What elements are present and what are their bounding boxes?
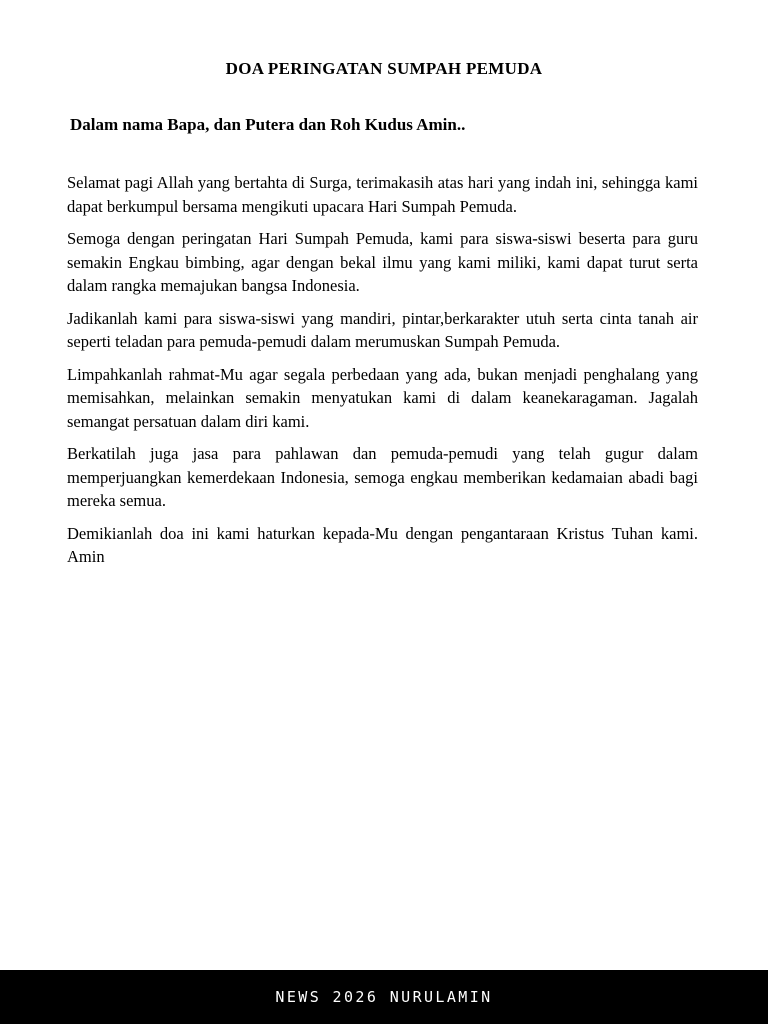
footer-bar [0,970,768,1024]
body-paragraph: Berkatilah juga jasa para pahlawan dan pemuda-pemudi yang telah gugur dalam memperjuangkan kemerdekaan Indonesia, semoga engkau memberikan kedamaian abadi bagi mereka semua. [67,444,703,510]
page-title: DOA PERINGATAN SUMPAH PEMUDA [225,59,543,78]
body-paragraph: Demikianlah doa ini kami haturkan kepada-Mu dengan pengantaraan Kristus Tuhan kami. Amin [67,523,702,566]
body-paragraph: Jadikanlah kami para siswa-siswi yang mandiri, pintar,berkarakter utuh serta cinta tanah air seperti teladan para pemuda-pemudi dalam merumuskan Sumpah Pemuda. [67,308,707,351]
body-paragraph: Semoga dengan peringatan Hari Sumpah Pemuda, kami para siswa-siswi beserta para guru semakin Engkau bimbing, agar dengan bekal ilmu yang kami miliki, kami dapat turut serta dalam rangka memajukan bangsa Indonesia. [67,229,707,295]
footer-watermark-text: NEWS 2026 NURULAMIN [275,988,493,1006]
body-paragraph: Limpahkanlah rahmat-Mu agar segala perbedaan yang ada, bukan menjadi penghalang yang memisahkan, melainkan semakin menyatukan kami di dalam keanekaragaman. Jagalah semangat persatuan dalam diri kami. [67,364,703,431]
document-body [0,171,768,569]
body-paragraph: Selamat pagi Allah yang bertahta di Surga, terimakasih atas hari yang indah ini, sehingga kami dapat berkumpul bersama mengikuti upacara Hari Sumpah Pemuda. [67,173,703,216]
document-subtitle: Dalam nama Bapa, dan Putera dan Roh Kudus Amin.. [70,115,466,134]
